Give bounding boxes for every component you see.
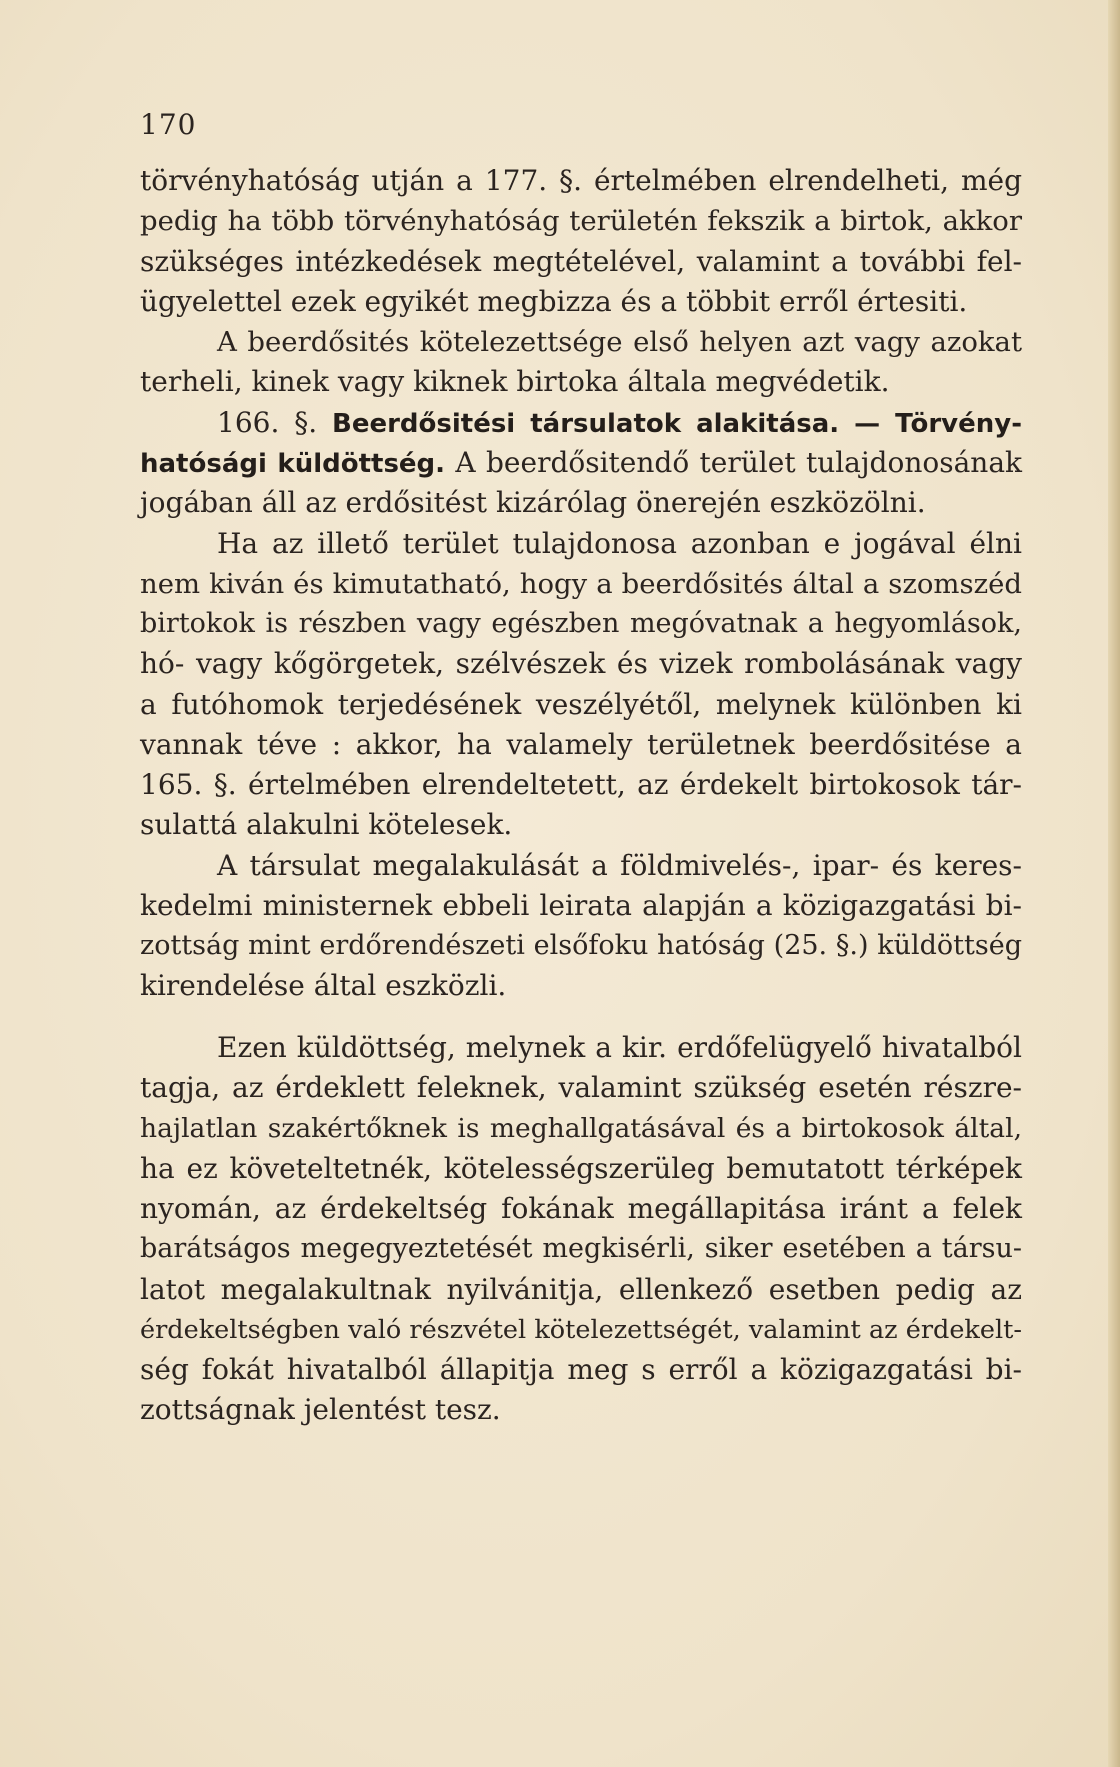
text-line: pedig ha több törvényhatóság területén fekszik a birtok, akkor [140, 205, 1022, 237]
text-line: nyomán, az érdekeltség fokának megállapitása iránt a felek [140, 1192, 1022, 1225]
text-line: sulattá alakulni kötelesek. [140, 808, 513, 841]
text-line: Ha az illető terület tulajdonosa azonban e jogával élni [217, 527, 1022, 560]
text-line: érdekeltségben való részvétel kötelezettségét, valamint az érdekelt- [140, 1315, 1022, 1345]
text-line: A társulat megalakulását a földmivelés-, ipar- és keres- [217, 849, 1022, 882]
text-line: hó- vagy kőgörgetek, szélvészek és vizek rombolásának vagy [140, 647, 1022, 680]
text-line: ügyelettel ezek egyikét megbizza és a többit erről értesiti. [140, 285, 968, 318]
section-text: A beerdősitendő terület tulajdonosának [455, 446, 1022, 479]
text-line: nem kiván és kimutatható, hogy a beerdősités által a szomszéd [140, 568, 1022, 600]
section-heading-line [140, 443, 1022, 483]
text-line: hajlatlan szakértőknek is meghallgatásával és a birtokosok által, [140, 1113, 1022, 1144]
text-line: törvényhatóság utján a 177. §. értelmében elrendelheti, még [140, 164, 1022, 197]
text-line: birtokok is részben vagy egészben megóvatnak a hegyomlások, [140, 608, 1022, 639]
text-line: szükséges intézkedések megtételével, valamint a további fel- [140, 245, 1022, 278]
text-line: barátságos megegyeztetését megkisérli, siker esetében a társu- [140, 1233, 1022, 1264]
text-line: vannak téve : akkor, ha valamely területnek beerdősitése a [140, 728, 1022, 761]
section-number: 166. §. [217, 406, 318, 439]
text-line: kedelmi ministernek ebbeli leirata alapján a közigazgatási bi- [140, 889, 1022, 922]
section-title-continued: hatósági küldöttség. [140, 449, 446, 479]
section-heading-line [217, 403, 1022, 443]
text-line: ség fokát hivatalból állapitja meg s erről a közigazgatási bi- [140, 1353, 1022, 1386]
text-line: jogában áll az erdősitést kizárólag önerején eszközölni. [140, 486, 926, 519]
text-line: a futóhomok terjedésének veszélyétől, melynek különben ki [140, 688, 1022, 721]
text-line: Ezen küldöttség, melynek a kir. erdőfelügyelő hivatalból [217, 1031, 1022, 1064]
page-edge [1108, 0, 1120, 1767]
text-line: kirendelése által eszközli. [140, 969, 507, 1002]
text-line: terheli, kinek vagy kiknek birtoka általa megvédetik. [140, 365, 890, 398]
text-line: ha ez követeltetnék, kötelességszerüleg bemutatott térképek [140, 1152, 1022, 1185]
text-line: latot megalakultnak nyilvánitja, ellenkező esetben pedig az [140, 1273, 1022, 1306]
text-line: zottságnak jelentést tesz. [140, 1393, 501, 1426]
text-line: A beerdősités kötelezettsége első helyen azt vagy azokat [217, 326, 1022, 358]
page-number: 170 [140, 108, 197, 141]
text-line: zottság mint erdőrendészeti elsőfoku hatóság (25. §.) küldöttség [140, 930, 1022, 961]
text-line: tagja, az érdeklett feleknek, valamint szükség esetén részre- [140, 1071, 1022, 1104]
text-line: 165. §. értelmében elrendeltetett, az érdekelt birtokosok tár- [140, 768, 1022, 801]
section-title: Beerdősitési társulatok alakitása. — Törvény- [332, 409, 1023, 439]
